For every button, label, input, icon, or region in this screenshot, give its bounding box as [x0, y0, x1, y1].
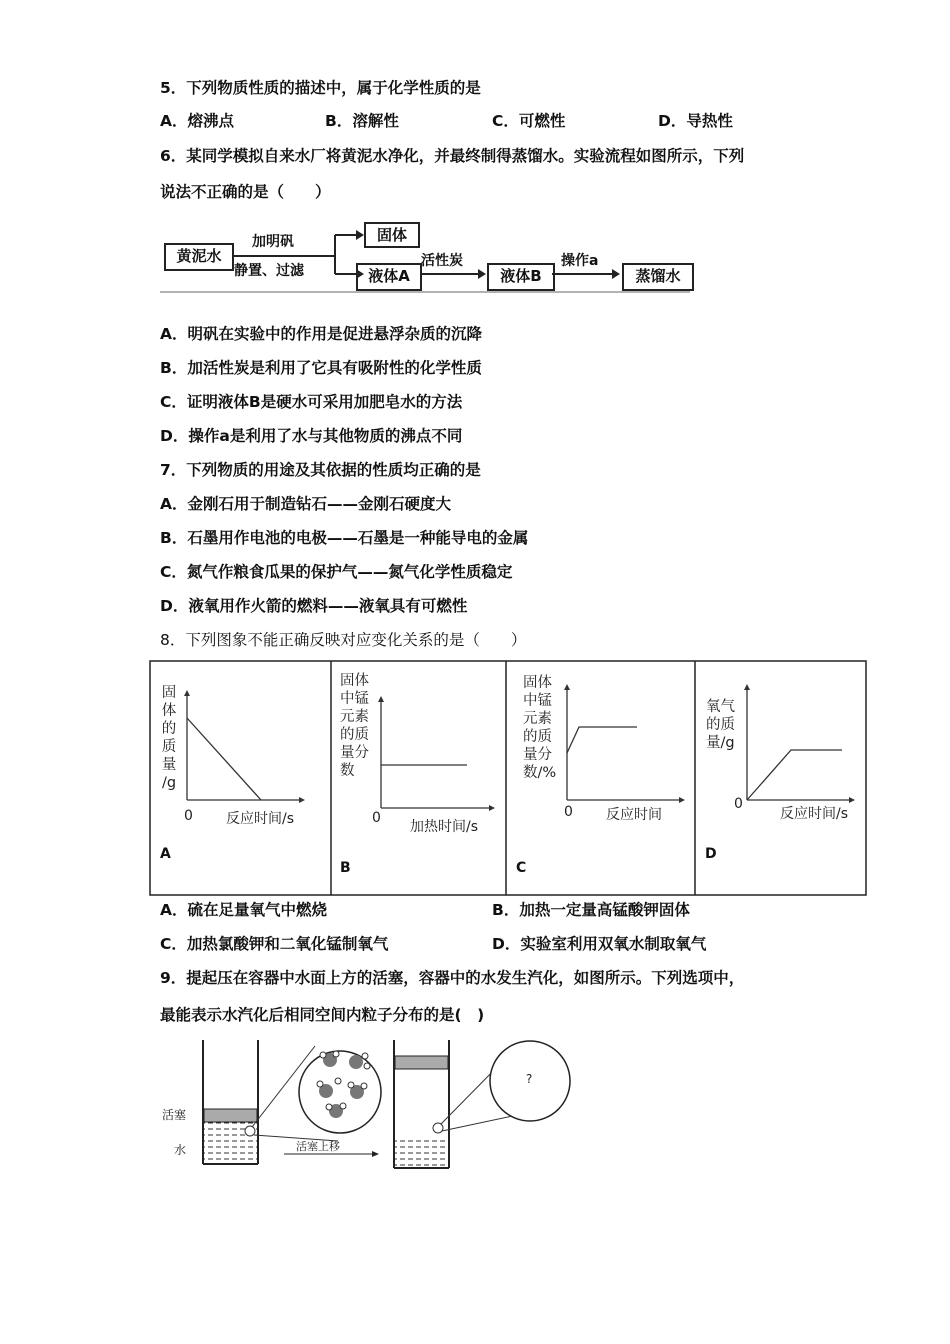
graph-b-ylabel-line: 量分: [340, 745, 369, 761]
graph-b-ylabel-line: 的质: [340, 727, 369, 743]
right-molecule-marker: [433, 1123, 443, 1133]
label-piston: 活塞: [162, 1108, 187, 1122]
graph-c-x-arrow: [679, 797, 685, 803]
graph-c-letter: C: [516, 860, 527, 876]
graph-d-ylabel-line: 量/g: [706, 735, 735, 751]
q7-option-a: A．金刚石用于制造钻石——金刚石硬度大: [160, 495, 451, 513]
graph-a-x-arrow: [299, 797, 305, 803]
q6-option-d: D．操作a是利用了水与其他物质的沸点不同: [160, 427, 463, 445]
flow-label-settle-filter: 静置、过滤: [234, 263, 304, 279]
q9-stem-line1: 9．提起压在容器中水面上方的活塞，容器中的水发生汽化，如图所示。下列选项中，: [160, 969, 745, 987]
q7-option-d: D．液氧用作火箭的燃料——液氧具有可燃性: [160, 597, 468, 615]
label-water: 水: [174, 1143, 187, 1157]
graph-c-origin: 0: [564, 804, 573, 820]
graph-b-ylabel-line: 固体: [340, 673, 369, 689]
water-molecule: [349, 1055, 363, 1069]
graph-d-x-arrow: [849, 797, 855, 803]
hydrogen-atom: [364, 1063, 370, 1069]
graph-b-ylabel-line: 数: [340, 763, 355, 779]
graph-d-curve: [747, 750, 842, 800]
flow-box-solid: 固体: [364, 222, 420, 248]
q6-option-b: B．加活性炭是利用了它具有吸附性的化学性质: [160, 359, 482, 377]
graph-d-xlabel: 反应时间/s: [780, 806, 849, 822]
graph-a-letter: A: [160, 846, 171, 862]
hydrogen-atom: [348, 1082, 354, 1088]
q5-option-c: C．可燃性: [492, 112, 566, 130]
graph-c-ylabel-line: 中锰: [523, 693, 552, 709]
graph-b-x-arrow: [489, 805, 495, 811]
q8-stem: 8．下列图象不能正确反映对应变化关系的是（ ）: [160, 631, 527, 649]
graph-b-y-arrow: [378, 696, 384, 702]
q6-option-a: A．明矾在实验中的作用是促进悬浮杂质的沉降: [160, 325, 482, 343]
graph-c-ylabel-line: 元素: [523, 711, 552, 727]
move-arrow-head: [372, 1151, 379, 1157]
flow-box-liquid-a: 液体A: [356, 263, 422, 291]
q8-option-a: A．硫在足量氧气中燃烧: [160, 901, 327, 919]
graph-c-ylabel-line: 数/%: [523, 765, 557, 781]
q6-stem-line1: 6．某同学模拟自来水厂将黄泥水净化，并最终制得蒸馏水。实验流程如图所示，下列: [160, 147, 745, 165]
q5-option-b: B．溶解性: [325, 112, 399, 130]
hydrogen-atom: [335, 1078, 341, 1084]
graph-d-ylabel: [706, 698, 735, 752]
graph-b-letter: B: [340, 860, 351, 876]
left-piston: [204, 1109, 257, 1122]
graph-c-ylabel-line: 量分: [523, 747, 552, 763]
graph-c-ylabel-line: 的质: [523, 729, 552, 745]
q5-option-d: D．导热性: [658, 112, 733, 130]
graph-b-ylabel: [340, 672, 369, 780]
hydrogen-atom: [362, 1053, 368, 1059]
label-question-mark: ?: [526, 1072, 533, 1086]
hydrogen-atom: [320, 1052, 326, 1058]
q5-option-a: A．熔沸点: [160, 112, 234, 130]
flow-box-muddy-water: 黄泥水: [164, 243, 234, 271]
q5-stem: 5．下列物质性质的描述中，属于化学性质的是: [160, 79, 481, 97]
graph-a-ylabel-line: 质: [161, 739, 177, 755]
graph-b-xlabel: 加热时间/s: [410, 819, 479, 835]
q7-option-b: B．石墨用作电池的电极——石墨是一种能导电的金属: [160, 529, 529, 547]
graph-c-xlabel: 反应时间: [606, 807, 662, 823]
graph-d-letter: D: [705, 846, 717, 862]
graph-d-y-arrow: [744, 684, 750, 690]
graph-a-xlabel: 反应时间/s: [226, 811, 295, 827]
hydrogen-atom: [317, 1081, 323, 1087]
graph-b-ylabel-line: 元素: [340, 709, 369, 725]
graph-a-ylabel: [160, 684, 178, 792]
flow-box-distilled-water: 蒸馏水: [622, 263, 694, 291]
flow-label-alum: 加明矾: [252, 234, 294, 250]
graph-c-curve: [567, 727, 637, 753]
graph-c-ylabel-line: 固体: [523, 675, 552, 691]
graph-a-ylabel-line: 量: [161, 757, 177, 773]
graph-d-ylabel-line: 的质: [706, 717, 735, 733]
graph-a-origin: 0: [184, 808, 193, 824]
flow-box-liquid-b: 液体B: [487, 263, 555, 291]
left-molecule-marker: [245, 1126, 255, 1136]
q8-option-c: C．加热氯酸钾和二氧化锰制氧气: [160, 935, 389, 953]
piston-diagram-drawing: [160, 1036, 580, 1172]
q6-stem-line2: 说法不正确的是（ ）: [160, 183, 331, 201]
q7-stem: 7．下列物质的用途及其依据的性质均正确的是: [160, 461, 481, 479]
graph-c-y-arrow: [564, 684, 570, 690]
arrow-head-liquid-b: [478, 269, 486, 279]
arrow-head-distilled: [612, 269, 620, 279]
graph-b-origin: 0: [372, 810, 381, 826]
hydrogen-atom: [361, 1083, 367, 1089]
graph-a-y-arrow: [184, 690, 190, 696]
graph-a-ylabel-line: 固: [161, 685, 177, 701]
q6-option-c: C．证明液体B是硬水可采用加肥皂水的方法: [160, 393, 463, 411]
arrow-head-solid: [356, 230, 364, 240]
q9-stem-line2: 最能表示水汽化后相同空间内粒子分布的是( ): [160, 1006, 485, 1024]
q8-option-d: D．实验室利用双氧水制取氧气: [492, 935, 707, 953]
graph-a-ylabel-line: 体: [161, 703, 177, 719]
label-piston-moves-up: 活塞上移: [296, 1140, 340, 1153]
q8-option-b: B．加热一定量高锰酸钾固体: [492, 901, 690, 919]
graph-a-curve: [187, 718, 261, 800]
graph-d-origin: 0: [734, 796, 743, 812]
flow-label-activated-carbon: 活性炭: [421, 253, 463, 269]
graph-table-grid: [149, 660, 869, 898]
q7-option-c: C．氮气作粮食瓜果的保护气——氮气化学性质稳定: [160, 563, 513, 581]
graph-b-ylabel-line: 中锰: [340, 691, 369, 707]
right-water: [395, 1140, 448, 1167]
flow-label-operation-a: 操作a: [561, 253, 599, 269]
hydrogen-atom: [333, 1051, 339, 1057]
graph-a-ylabel-line: /g: [161, 775, 177, 791]
hydrogen-atom: [340, 1103, 346, 1109]
right-callout-line: [442, 1114, 522, 1131]
hydrogen-atom: [326, 1104, 332, 1110]
graph-a-ylabel-line: 的: [161, 721, 177, 737]
graph-c-ylabel: [523, 674, 556, 782]
graph-d-ylabel-line: 氧气: [706, 699, 735, 715]
table-border: [150, 661, 866, 895]
right-piston: [395, 1056, 448, 1069]
